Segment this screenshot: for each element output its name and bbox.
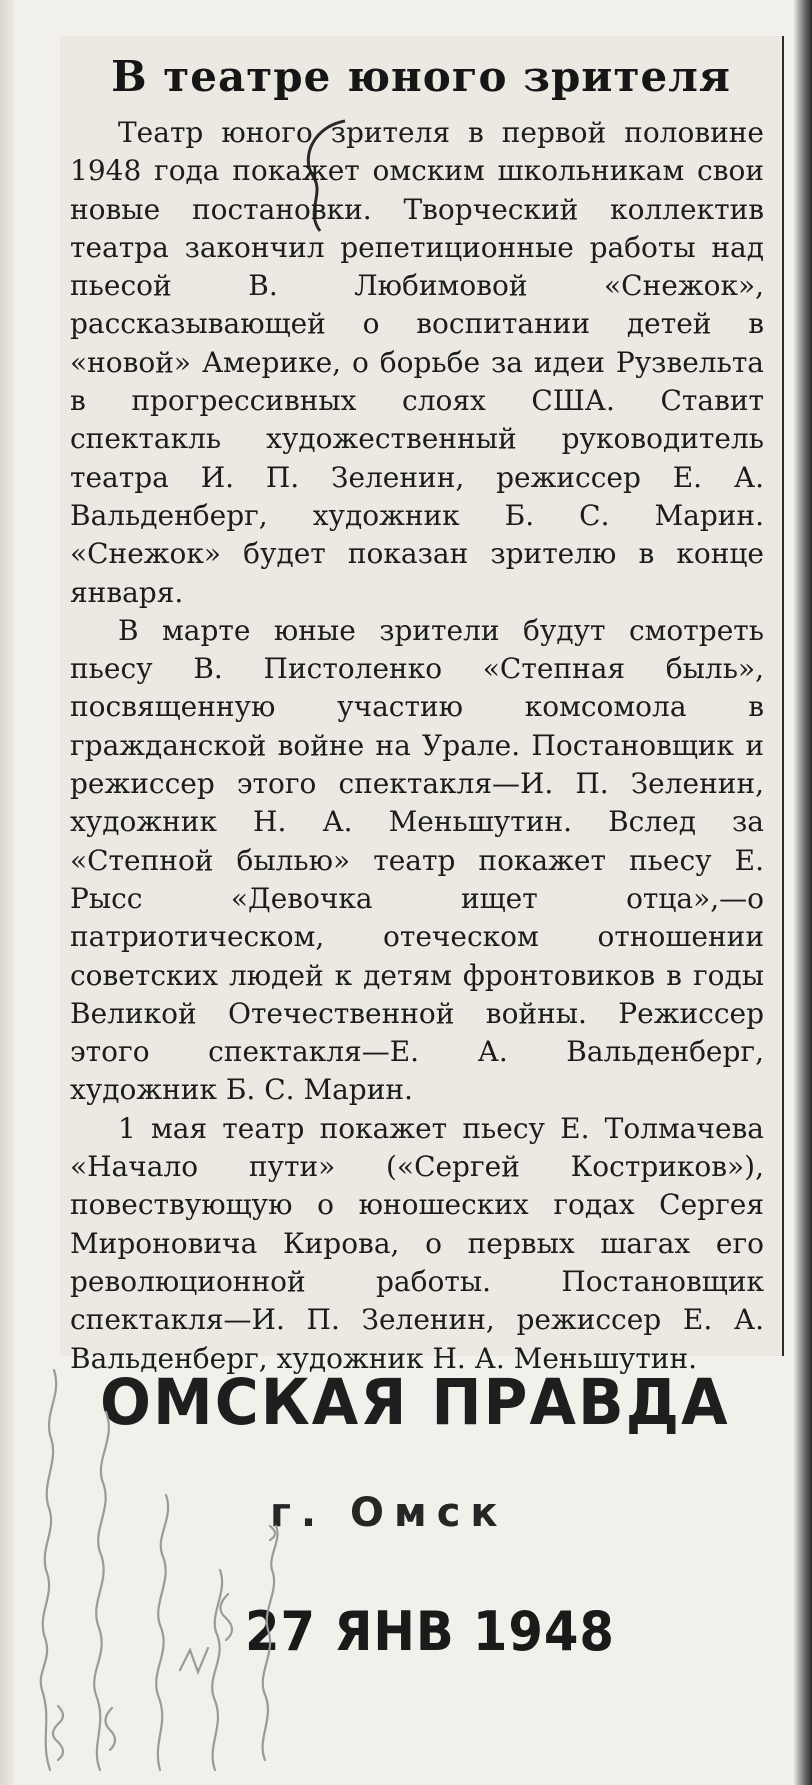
- handwriting-icon: [30, 1340, 310, 1780]
- handwritten-pencil-note: [30, 1340, 310, 1780]
- article-paragraph-3: 1 мая театр покажет пьесу Е. Толмачева «Начало пути» («Сергей Костриков»), повествующую о юношеских годах Сергея Мироновича Кирова, о первых шагах его революционной работы. Постановщик спектакля—И. П. Зеленин, режиссер Е. А. Вальденберг, художник Н. А. Меньшутин.: [70, 1111, 764, 1375]
- stamp-city: г. Омск: [270, 1490, 508, 1536]
- stamp-date: 27 ЯНВ 1948: [245, 1600, 615, 1663]
- page-left-edge: [0, 0, 14, 1785]
- article-body: [70, 114, 764, 1378]
- article-paragraph-2: В марте юные зрители будут смотреть пьесу В. Пистоленко «Степная быль», посвященную участию комсомола в гражданской войне на Урале. Постановщик и режиссер этого спектакля—И. П. Зеленин, художник Н. А. Меньшутин. Вслед за «Степной былью» театр покажет пьесу Е. Рысс «Девочка ищет отца»,—о патриотическом, отеческом отношении советских людей к детям фронтовиков в годы Великой Отечественной войны. Режиссер этого спектакля—Е. А. Вальденберг, художник Б. С. Марин.: [70, 613, 764, 1107]
- article-headline: В театре юного зрителя: [111, 52, 731, 101]
- page-right-edge: [794, 0, 812, 1785]
- newspaper-masthead-stamp: ОМСКАЯ ПРАВДА: [100, 1366, 730, 1440]
- article-paragraph-1: Театр юного зрителя в первой половине 1948 года покажет омским школьникам свои новые постановки. Творческий коллектив театра закончил репетиционные работы над пьесой В. Любимовой «Снежок», рассказывающей о воспитании детей в «новой» Америке, о борьбе за идеи Рузвельта в прогрессивных слоях США. Ставит спектакль художественный руководитель театра И. П. Зеленин, режиссер Е. А. Вальденберг, художник Б. С. Марин. «Снежок» будет показан зрителю в конце января.: [70, 116, 764, 609]
- newspaper-clipping: [60, 36, 784, 1375]
